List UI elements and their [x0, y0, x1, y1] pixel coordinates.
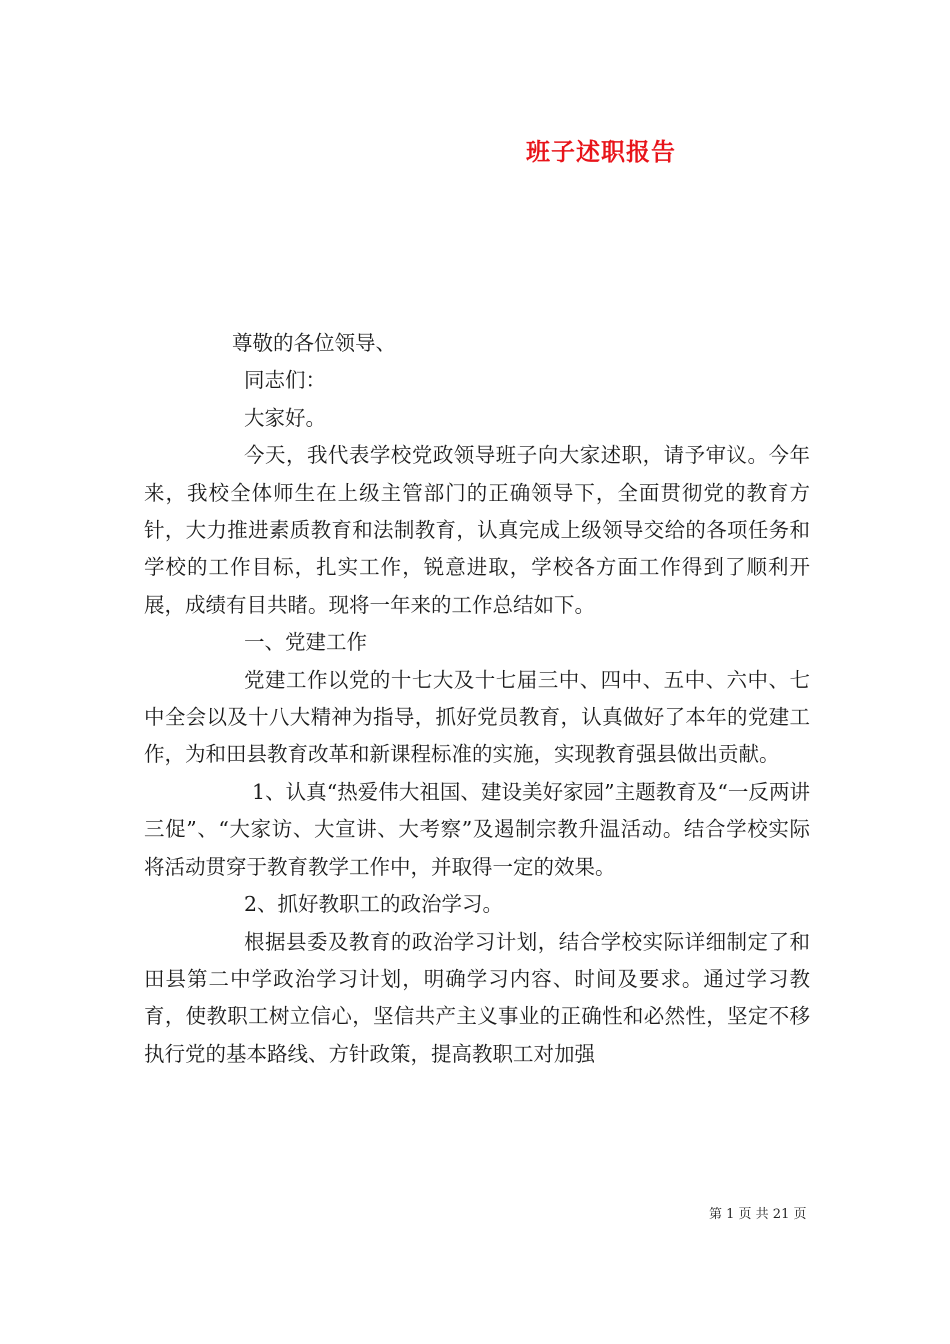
- body-paragraph: 根据县委及教育的政治学习计划，结合学校实际详细制定了和田县第二中学政治学习计划，明确学习内容、时间及要求。通过学习教育，使教职工树立信心，坚信共产主义事业的正确性和必然性，坚定不移执行党的基本路线、方针政策，提高教职工对加强: [144, 929, 810, 1066]
- section-heading: 一、党建工作: [244, 630, 367, 655]
- page-number: 第 1 页 共 21 页: [709, 1207, 807, 1222]
- greeting-line: 大家好。: [244, 405, 326, 430]
- document-title: 班子述职报告: [526, 137, 676, 166]
- greeting-line: 尊敬的各位领导、: [232, 331, 396, 355]
- greeting-line: 同志们：: [244, 368, 326, 393]
- body-paragraph: 今天，我代表学校党政领导班子向大家述职，请予审议。今年来，我校全体师生在上级主管部门的正确领导下，全面贯彻党的教育方针，大力推进素质教育和法制教育，认真完成上级领导交给的各项任务和学校的工作目标，扎实工作，锐意进取，学校各方面工作得到了顺利开展，成绩有目共睹。现将一年来的工作总结如下。: [144, 443, 810, 617]
- body-paragraph: 1、认真“热爱伟大祖国、建设美好家园”主题教育及“一反两讲三促”、“大家访、大宣讲、大考察”及遏制宗教升温活动。结合学校实际将活动贯穿于教育教学工作中，并取得一定的效果。: [144, 779, 810, 879]
- document-body: [144, 325, 810, 1073]
- subsection-heading: 2、抓好教职工的政治学习。: [244, 892, 504, 917]
- body-paragraph: 党建工作以党的十七大及十七届三中、四中、五中、六中、七中全会以及十八大精神为指导，抓好党员教育，认真做好了本年的党建工作，为和田县教育改革和新课程标准的实施，实现教育强县做出贡献。: [144, 667, 810, 767]
